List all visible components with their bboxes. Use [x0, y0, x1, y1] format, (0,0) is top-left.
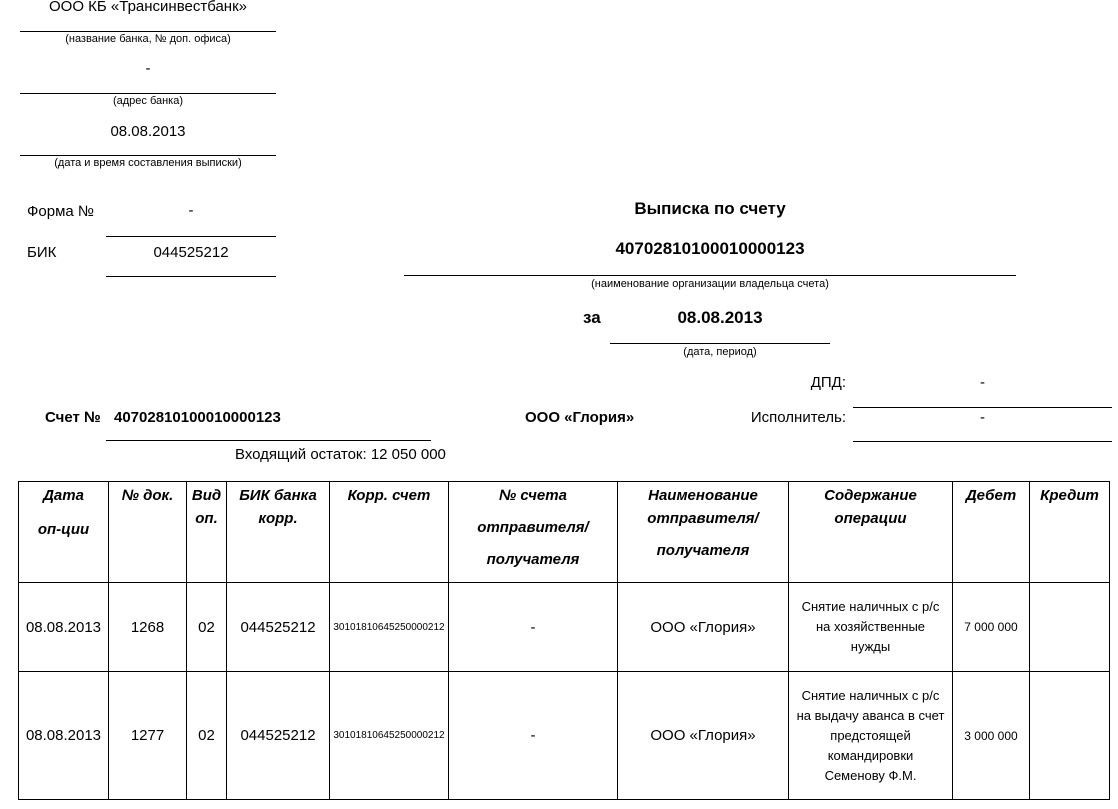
header-name: Наименование отправителя/ получателя: [618, 482, 789, 583]
bank-address: -: [145, 60, 151, 77]
divider: [106, 276, 276, 277]
creation-date-caption: (дата и время составления выписки): [54, 157, 242, 169]
cell-account: -: [449, 672, 618, 800]
cell-debit: 7 000 000: [953, 583, 1030, 672]
bik-label: БИК: [27, 244, 57, 261]
executor-value: -: [980, 409, 985, 426]
header-account: № счета отправителя/ получателя: [449, 482, 618, 583]
table-row: [19, 583, 1110, 672]
cell-bik: 044525212: [227, 672, 330, 800]
account-number: 40702810100010000123: [114, 409, 281, 426]
header-credit: Кредит: [1030, 482, 1110, 583]
statement-creation-date: 08.08.2013: [110, 123, 186, 140]
header-content: Содержание операции: [789, 482, 953, 583]
cell-corr-account: 30101810645250000212: [330, 583, 449, 672]
bank-name: ООО КБ «Трансинвестбанк»: [48, 0, 247, 15]
cell-bik: 044525212: [227, 583, 330, 672]
cell-doc-no: 1277: [109, 672, 187, 800]
executor-label: Исполнитель:: [750, 409, 846, 426]
header-doc-no: № док.: [109, 482, 187, 583]
header-op-type: Вид оп.: [187, 482, 227, 583]
form-label: Форма №: [27, 203, 95, 220]
divider: [404, 275, 1016, 276]
statement-period: 08.08.2013: [677, 308, 763, 327]
statement-table: [18, 481, 1110, 800]
cell-op-type: 02: [187, 672, 227, 800]
cell-name: ООО «Глория»: [618, 583, 789, 672]
cell-credit: [1030, 583, 1110, 672]
header-date: Дата оп-ции: [19, 482, 109, 583]
opening-balance: Входящий остаток: 12 050 000: [235, 446, 446, 463]
divider: [853, 441, 1112, 442]
cell-credit: [1030, 672, 1110, 800]
bank-address-caption: (адрес банка): [112, 95, 184, 107]
divider: [20, 155, 276, 156]
divider: [106, 440, 431, 441]
divider: [20, 93, 276, 94]
account-label: Счет №: [45, 409, 101, 426]
divider: [853, 407, 1112, 408]
statement-title: Выписка по счету: [634, 199, 786, 218]
cell-op-type: 02: [187, 583, 227, 672]
header-corr-account: Корр. счет: [330, 482, 449, 583]
cell-content: Снятие наличных с р/с на выдачу аванса в счет предстоящей командировки Семенову Ф.М.: [789, 672, 953, 800]
divider: [20, 31, 276, 32]
owner-caption: (наименование организации владельца счета): [591, 278, 829, 290]
cell-name: ООО «Глория»: [618, 672, 789, 800]
header-bik: БИК банка корр.: [227, 482, 330, 583]
period-for-label: за: [583, 308, 601, 327]
account-company: ООО «Глория»: [525, 409, 635, 426]
bank-name-caption: (название банка, № доп. офиса): [65, 33, 231, 45]
form-value: -: [188, 202, 194, 219]
statement-account: 40702810100010000123: [615, 239, 805, 258]
divider: [106, 236, 276, 237]
dpd-label: ДПД:: [810, 374, 846, 391]
table-header-row: [19, 482, 1110, 583]
divider: [610, 343, 830, 344]
bik-value: 044525212: [153, 244, 229, 261]
table-row: [19, 672, 1110, 800]
header-debit: Дебет: [953, 482, 1030, 583]
cell-date: 08.08.2013: [19, 672, 109, 800]
dpd-value: -: [980, 374, 985, 391]
cell-doc-no: 1268: [109, 583, 187, 672]
cell-debit: 3 000 000: [953, 672, 1030, 800]
cell-date: 08.08.2013: [19, 583, 109, 672]
period-caption: (дата, период): [683, 346, 757, 358]
cell-corr-account: 30101810645250000212: [330, 672, 449, 800]
cell-account: -: [449, 583, 618, 672]
cell-content: Снятие наличных с р/с на хозяйственные нужды: [789, 583, 953, 672]
